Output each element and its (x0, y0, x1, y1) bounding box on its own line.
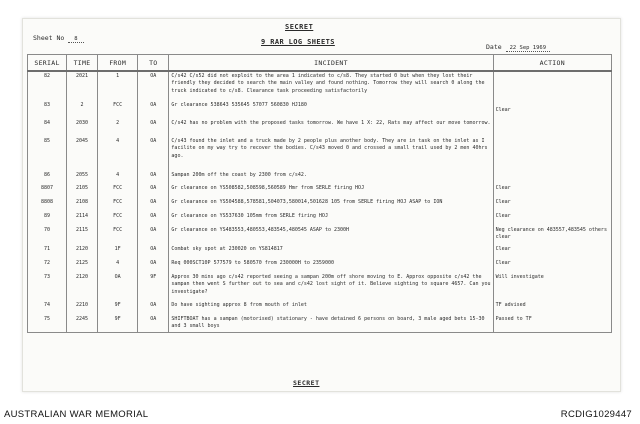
col-incident: INCIDENT (169, 55, 493, 72)
table-row (28, 198, 612, 212)
cell-action (493, 119, 611, 137)
col-time: TIME (67, 55, 98, 72)
cell-incident: Gr clearance on YS504588,578581,504073,580014,501628 105 from SERLE firing HOJ ASAP to ION (169, 198, 493, 212)
cell-serial: 82 (28, 71, 67, 101)
cell-serial: 74 (28, 301, 67, 315)
cell-time: 2245 (67, 315, 98, 332)
cell-time: 2120 (67, 273, 98, 301)
cell-to: OA (138, 137, 169, 171)
date-value: 22 Sep 1969 (506, 45, 550, 52)
table-row (28, 315, 612, 332)
cell-action (493, 137, 611, 171)
cell-from: 4 (98, 171, 138, 184)
table-row (28, 101, 612, 119)
cell-to: OA (138, 301, 169, 315)
cell-action: Clear (493, 245, 611, 259)
col-action: ACTION (493, 55, 611, 72)
cell-action: Neg clearance on 483557,483545 others clear (493, 226, 611, 245)
cell-incident: C/s42 C/s52 did not exploit to the area 1 indicated to c/s8. They started 0 but when they lost their friendly they decided to search the main valley and found nothing. Tomorrow they will search 0 along the truck indicated to c/s8. Clearance task proceeding satisfactorily (169, 71, 493, 101)
table-row (28, 245, 612, 259)
cell-from: FCC (98, 226, 138, 245)
cell-incident: Do have sighting approx 8 from mouth of inlet (169, 301, 493, 315)
col-from: FROM (98, 55, 138, 72)
log-table (27, 54, 612, 333)
cell-to: OA (138, 101, 169, 119)
cell-action: Will investigate (493, 273, 611, 301)
cell-action: TF advised (493, 301, 611, 315)
cell-to: OA (138, 119, 169, 137)
cell-action: Clear (493, 101, 611, 119)
cell-time: 2055 (67, 171, 98, 184)
cell-action (493, 71, 611, 101)
cell-time: 2 (67, 101, 98, 119)
table-row (28, 71, 612, 101)
cell-time: 2021 (67, 71, 98, 101)
cell-from: 2 (98, 119, 138, 137)
archive-reference: RCDIG1029447 (560, 409, 632, 420)
table-row (28, 259, 612, 273)
table-row (28, 226, 612, 245)
cell-incident: Approx 30 mins ago c/s42 reported seeing a sampan 200m off shore moving to E. Approx opposite c/s42 the sampan then went S further out to sea and c/s42 lost sight of it. Believe sighting to square 4657. Can you investigate? (169, 273, 493, 301)
cell-serial: 72 (28, 259, 67, 273)
cell-serial: 89 (28, 212, 67, 226)
cell-to: OA (138, 315, 169, 332)
cell-serial: 70 (28, 226, 67, 245)
sheet-number (33, 34, 84, 42)
cell-incident: Gr clearance on YS508582,508598,560589 Hmr from SERLE firing HOJ (169, 184, 493, 198)
cell-incident: Gr clearance on YS537630 105mm from SERLE firing HOJ (169, 212, 493, 226)
cell-to: 9F (138, 273, 169, 301)
cell-to: OA (138, 245, 169, 259)
cell-from: 4 (98, 259, 138, 273)
table-row (28, 137, 612, 171)
cell-serial: 85 (28, 137, 67, 171)
cell-from: 9F (98, 315, 138, 332)
cell-time: 2105 (67, 184, 98, 198)
cell-time: 2045 (67, 137, 98, 171)
cell-from: 1 (98, 71, 138, 101)
cell-incident: SHIFTBOAT has a sampan (motorised) stationary - have detained 6 persons on board, 3 male aged bets 15-30 and 3 small boys (169, 315, 493, 332)
cell-serial: 84 (28, 119, 67, 137)
cell-serial: 8808 (28, 198, 67, 212)
log-table-header (28, 55, 612, 72)
cell-action (493, 171, 611, 184)
cell-serial: 75 (28, 315, 67, 332)
cell-serial: 8807 (28, 184, 67, 198)
cell-incident: Gr clearance 538643 535645 57077 560830 HJ180 (169, 101, 493, 119)
cell-time: 2114 (67, 212, 98, 226)
table-row (28, 119, 612, 137)
cell-serial: 73 (28, 273, 67, 301)
cell-to: OA (138, 212, 169, 226)
log-sheet (22, 18, 621, 392)
cell-incident: Gr clearance on YS483553,480553,483545,480545 ASAP to 2300H (169, 226, 493, 245)
classification-top: SECRET (285, 23, 314, 31)
sheet-number-value: 8 (68, 36, 83, 43)
date-label: Date (486, 43, 502, 51)
cell-from: FCC (98, 212, 138, 226)
cell-from: 1F (98, 245, 138, 259)
classification-bottom: SECRET (293, 379, 320, 387)
cell-time: 2108 (67, 198, 98, 212)
cell-from: 4 (98, 137, 138, 171)
cell-to: OA (138, 171, 169, 184)
table-row (28, 212, 612, 226)
cell-incident: C/s42 has no problem with the proposed tasks tomorrow. We have 1 X: 22, Rats may affect our move tomorrow. (169, 119, 493, 137)
cell-action: Clear (493, 259, 611, 273)
cell-from: OA (98, 273, 138, 301)
cell-to: OA (138, 198, 169, 212)
col-to: TO (138, 55, 169, 72)
cell-from: FCC (98, 198, 138, 212)
cell-incident: Req 000SCT10P 577579 to 580570 from 230000H to 2359000 (169, 259, 493, 273)
cell-time: 2030 (67, 119, 98, 137)
cell-time: 2120 (67, 245, 98, 259)
cell-time: 2115 (67, 226, 98, 245)
cell-action: Clear (493, 184, 611, 198)
sheet-number-label: Sheet No (33, 34, 65, 42)
table-row (28, 171, 612, 184)
cell-serial: 71 (28, 245, 67, 259)
cell-serial: 83 (28, 101, 67, 119)
cell-to: OA (138, 184, 169, 198)
table-row (28, 273, 612, 301)
cell-to: OA (138, 259, 169, 273)
cell-action: Clear (493, 212, 611, 226)
log-date (486, 43, 550, 51)
cell-action: Passed to TF (493, 315, 611, 332)
table-row (28, 184, 612, 198)
cell-serial: 86 (28, 171, 67, 184)
cell-incident: Sampan 200m off the coast by 2300 from c/s42. (169, 171, 493, 184)
archive-credit: AUSTRALIAN WAR MEMORIAL (4, 409, 149, 420)
page-title: 9 RAR LOG SHEETS (261, 38, 335, 46)
cell-incident: Combat sky spot at 230020 on YS814817 (169, 245, 493, 259)
cell-action: Clear (493, 198, 611, 212)
cell-to: OA (138, 226, 169, 245)
cell-time: 2210 (67, 301, 98, 315)
cell-time: 2125 (67, 259, 98, 273)
cell-incident: C/s43 found the inlet and a truck made by 2 people plus another body. They are in task on the inlet as I facilite on my way try to recover the bodies. C/s43 moved 0 and crossed a small trail used by 2 men 40hrs ago. (169, 137, 493, 171)
cell-from: FCC (98, 101, 138, 119)
col-serial: SERIAL (28, 55, 67, 72)
cell-to: OA (138, 71, 169, 101)
cell-from: 9F (98, 301, 138, 315)
cell-from: FCC (98, 184, 138, 198)
table-row (28, 301, 612, 315)
